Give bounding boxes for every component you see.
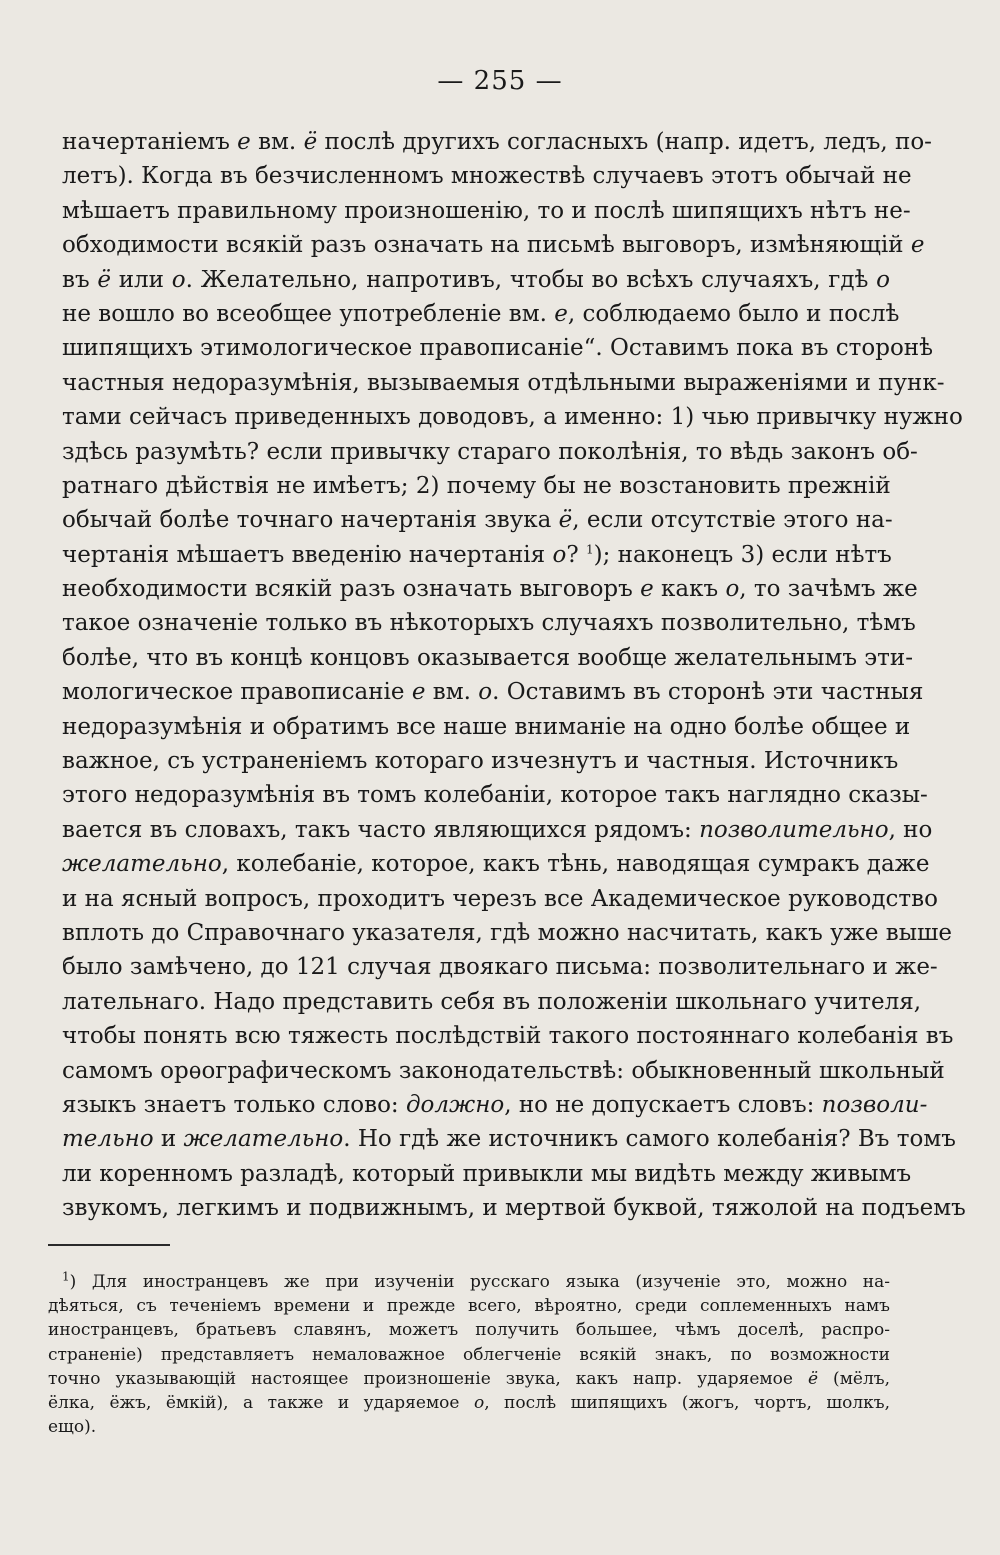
text-line-segment: вм. [425,679,479,706]
text-line-segment: ратнаго дѣйствія не имѣетъ; 2) почему бы не возстановить прежній [62,472,891,499]
text-line [62,435,918,469]
text-line [62,1088,928,1122]
text-line-segment: ); наконецъ 3) если нѣтъ [593,541,892,568]
text-line [62,400,963,434]
text-line [62,813,933,847]
text-line [62,744,899,778]
text-line-segment: . Оставимъ въ сторонѣ эти частныя [492,679,924,706]
text-line [62,1191,966,1225]
text-line-segment: . Но гдѣ же источникъ самого колебанія? Въ томъ [343,1126,956,1153]
footnote-line [48,1294,890,1318]
text-line-segment: ё [558,507,573,534]
text-line [62,916,952,950]
text-line [62,710,911,744]
footnote-line-segment: ё [807,1368,819,1389]
footnote-line [48,1343,890,1367]
text-line-segment: . Желательно, напротивъ, чтобы во всѣхъ случаяхъ, гдѣ [185,266,877,293]
footnote-line-segment: дѣяться, съ теченіемъ времени и прежде всего, вѣроятно, среди соплеменныхъ намъ [48,1296,890,1317]
text-line [62,1054,945,1088]
footnote-line [48,1318,890,1342]
footnote-line-segment: 1 [62,1269,70,1284]
text-line [62,675,924,709]
text-line-segment: и [153,1126,184,1153]
text-line-segment: начертаніемъ [62,129,238,155]
text-line-segment: вплоть до Справочнаго указателя, гдѣ можно насчитать, какъ уже выше [62,919,952,946]
text-line-segment: мологическое правописаніе [62,679,412,706]
text-line-segment: позволительно [699,816,889,843]
text-line-segment: о [876,266,890,293]
footnote-line-segment: иностранцевъ, братьевъ славянъ, можетъ получить большее, чѣмъ доселѣ, распро- [48,1320,890,1341]
footnote-line-segment: ёлка, ёжъ, ёмкій), а также и ударяемое [48,1392,474,1413]
text-line [62,263,890,297]
text-line-segment: , соблюдаемо было и послѣ [567,300,900,327]
text-line [62,331,934,365]
text-line-segment: , то зачѣмъ же [739,576,918,603]
text-line-segment: позволи- [821,1091,928,1118]
text-line-segment: чертанія мѣшаетъ введенію начертанія [62,541,553,568]
text-line [62,882,938,916]
text-line [62,125,932,159]
text-line-segment: о [171,266,186,293]
text-line [62,778,928,812]
text-line-segment: здѣсь разумѣть? если привычку стараго поколѣнія, то вѣдь законъ об- [62,438,918,465]
text-line [62,847,930,881]
text-line-segment: и на ясный вопросъ, проходитъ черезъ все Академическое руководство [62,885,938,912]
page-number: — 255 — [437,66,563,96]
footnote-line-segment: , послѣ шипящихъ (жогъ, чортъ, шолкъ, [484,1392,891,1413]
text-line [62,572,918,606]
text-line-segment: обходимости всякій разъ означать на письмѣ выговоръ, измѣняющій [62,232,911,259]
text-line-segment: ё [97,266,111,293]
text-line-segment: вается въ словахъ, такъ часто являющихся рядомъ: [62,816,700,843]
footnote-line [48,1415,890,1439]
text-line [62,159,912,193]
text-line-segment: о [552,541,567,568]
text-line-segment: частныя недоразумѣнія, вызываемыя отдѣльными выраженіями и пунк- [62,369,945,396]
text-line-segment: было замѣчено, до 121 случая двоякаго письма: позволительнаго и же- [62,954,938,981]
text-line-segment: не вошло во всеобщее употребленіе вм. [62,300,555,327]
text-line-segment: тами сейчасъ приведенныхъ доводовъ, а именно: 1) чью привычку нужно [62,404,963,431]
text-line [62,641,914,675]
text-line-segment: лательнаго. Надо представить себя въ положеніи школьнаго учителя, [62,988,922,1015]
text-line-segment: послѣ другихъ согласныхъ (напр. идетъ, ледъ, по- [317,129,932,155]
text-line-segment: , если отсутствіе этого на- [572,507,893,534]
text-line [62,538,890,572]
footnote [48,1270,890,1439]
text-line-segment: обычай болѣе точнаго начертанія звука [62,507,559,534]
footnote-line [48,1367,890,1391]
text-line-segment: е [640,576,654,603]
text-line-segment: самомъ орѳографическомъ законодательствѣ: обыкновенный школьный [62,1057,945,1084]
main-text [62,125,966,1226]
text-line-segment: тельно [62,1126,154,1153]
text-line-segment: е [910,232,925,259]
text-line [62,228,925,262]
text-line-segment: необходимости всякій разъ означать выговоръ [62,576,641,603]
footnote-line-segment: ) Для иностранцевъ же при изученіи русскаго языка (изученіе это, можно на- [69,1272,890,1292]
text-line [62,297,900,331]
text-line-segment: шипящихъ этимологическое правописаніе“. Оставимъ пока въ сторонѣ [62,335,934,362]
text-line [62,503,893,537]
text-line-segment: какъ [653,576,726,603]
text-line-segment: языкъ знаетъ только слово: [62,1091,406,1118]
text-line [62,1019,954,1053]
footnote-line-segment: о [473,1392,485,1413]
text-line-segment: , но не допускаетъ словъ: [504,1091,822,1118]
footnote-line-segment: точно указывающій настоящее произношеніе звука, какъ напр. ударяемое [48,1368,808,1389]
text-line-segment: должно [405,1091,505,1118]
text-line-segment: , но [888,816,933,843]
text-line-segment: желательно [183,1126,344,1153]
text-line-segment: недоразумѣнія и обратимъ все наше вниманіе на одно болѣе общее и [62,713,911,740]
text-line [62,366,945,400]
text-line-segment: ё [303,129,318,155]
text-line-segment: , колебаніе, которое, какъ тѣнь, наводящая сумракъ даже [221,851,930,878]
text-line-segment: о [478,679,493,706]
text-line-segment: е [554,300,568,327]
text-line-segment: мѣшаетъ правильному произношенію, то и послѣ шипящихъ нѣтъ не- [62,197,911,224]
footnote-separator [48,1244,170,1246]
footnote-line-segment: (мёлъ, [818,1368,890,1389]
text-line [62,1122,956,1156]
text-line-segment: такое означеніе только въ нѣкоторыхъ случаяхъ позволительно, тѣмъ [62,610,916,637]
text-line-segment: вм. [250,129,304,155]
text-line [62,1157,912,1191]
text-line-segment: е [237,129,251,155]
text-line-segment: ли коренномъ разладѣ, который привыкли мы видѣть между живымъ [62,1160,912,1187]
text-line [62,606,916,640]
footnote-line [48,1391,890,1415]
text-line-segment: въ [62,266,98,293]
text-line [62,194,911,228]
footnote-line [48,1270,890,1294]
text-line-segment: е [411,679,426,706]
text-line [62,985,922,1019]
footnote-line-segment: страненіе) представляетъ немаловажное облегченіе всякій знакъ, по возможности [48,1344,890,1365]
text-line-segment: чтобы понять всю тяжесть послѣдствій такого постояннаго колебанія въ [62,1023,954,1050]
text-line-segment: 1 [585,542,594,557]
text-line-segment: или [110,266,172,293]
text-line-segment: ? [566,541,586,568]
text-line-segment: летъ). Когда въ безчисленномъ множествѣ случаевъ этотъ обычай не [62,163,912,190]
text-line-segment: желательно [62,851,222,878]
text-line-segment: этого недоразумѣнія въ томъ колебаніи, которое такъ наглядно сказы- [62,782,928,809]
text-line [62,469,890,503]
text-line-segment: болѣе, что въ концѣ концовъ оказывается вообще желательнымъ эти- [62,644,914,671]
text-line [62,950,938,984]
text-line-segment: звукомъ, легкимъ и подвижнымъ, и мертвой буквой, тяжолой на подъемъ [62,1195,966,1222]
text-line-segment: о [725,576,740,603]
footnote-line-segment: ещо). [48,1417,97,1438]
text-line-segment: важное, съ устраненіемъ котораго изчезнутъ и частныя. Источникъ [62,748,899,775]
